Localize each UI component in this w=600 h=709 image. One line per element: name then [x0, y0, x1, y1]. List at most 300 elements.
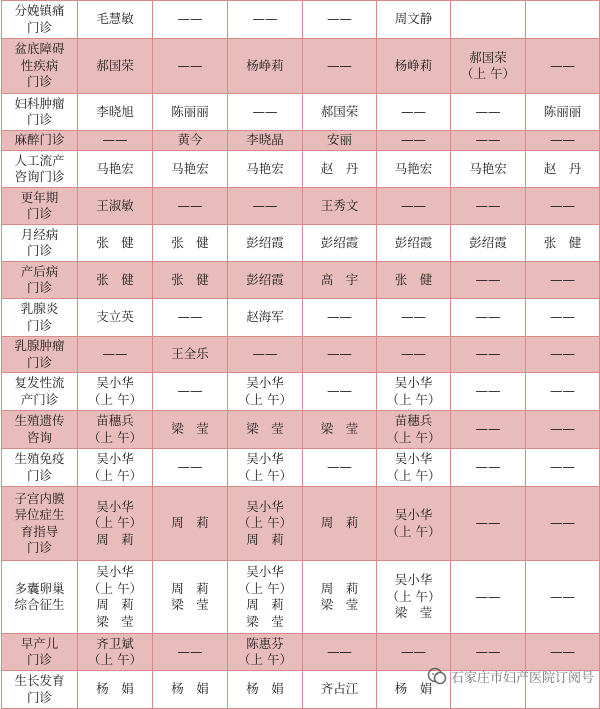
doctor-name-line: 梁 莹: [394, 605, 433, 621]
doctor-name-line: 梁 莹: [320, 421, 359, 437]
doctor-name-line: 李晓旭: [96, 103, 134, 119]
doctor-name-line: ——: [550, 515, 575, 531]
doctor-cell: [153, 373, 228, 411]
department-name-line: 门诊: [26, 467, 52, 483]
doctor-cell: [451, 487, 526, 561]
department-name-line: 门诊: [26, 540, 52, 555]
doctor-cell: [153, 411, 228, 449]
doctor-cell: [78, 337, 153, 373]
department-cell: [2, 411, 78, 449]
doctor-name-line: （上 午）: [238, 467, 292, 483]
doctor-name-line: 吴小华: [394, 375, 433, 390]
doctor-name-line: 吴小华: [246, 451, 284, 466]
doctor-cell: [153, 225, 228, 262]
doctor-cell: [78, 671, 153, 709]
doctor-cell: [451, 449, 526, 487]
doctor-cell: [78, 299, 153, 337]
doctor-cell: [228, 39, 303, 94]
department-name-line: 门诊: [26, 689, 52, 705]
doctor-name-line: ——: [401, 346, 426, 362]
schedule-row: [2, 39, 600, 94]
schedule-row: [2, 634, 600, 671]
doctor-name-line: 马艳宏: [394, 160, 433, 176]
doctor-cell: [153, 337, 228, 373]
doctor-cell: [153, 131, 228, 151]
doctor-name-line: 周 莉: [96, 531, 134, 547]
doctor-cell: [451, 299, 526, 337]
doctor-cell: [228, 449, 303, 487]
doctor-cell: [377, 634, 451, 671]
doctor-cell: [526, 225, 600, 262]
doctor-cell: [303, 94, 377, 131]
schedule-row: [2, 671, 600, 709]
doctor-name-line: 齐占江: [320, 681, 359, 697]
doctor-name-line: 彭绍霞: [394, 234, 433, 250]
doctor-cell: [526, 299, 600, 337]
doctor-name-line: ——: [252, 346, 278, 362]
department-cell: [2, 561, 78, 634]
doctor-name-line: 梁 莹: [246, 613, 284, 629]
doctor-cell: [377, 487, 451, 561]
schedule-row: [2, 337, 600, 373]
doctor-name-line: ——: [177, 459, 203, 475]
doctor-name-line: 马艳宏: [96, 160, 134, 176]
doctor-cell: [451, 188, 526, 225]
doctor-cell: [228, 634, 303, 671]
doctor-cell: [303, 131, 377, 151]
doctor-name-line: ——: [475, 197, 501, 213]
doctor-name-line: ——: [401, 132, 426, 148]
doctor-name-line: 吴小华: [394, 572, 433, 588]
doctor-cell: [377, 1, 451, 39]
doctor-name-line: 彭绍霞: [246, 234, 284, 250]
doctor-cell: [451, 1, 526, 39]
department-name-line: 更年期: [20, 189, 59, 205]
doctor-cell: [78, 262, 153, 299]
doctor-name-line: ——: [475, 459, 501, 475]
schedule-row: [2, 188, 600, 225]
doctor-cell: [526, 131, 600, 151]
doctor-cell: [228, 411, 303, 449]
doctor-cell: [526, 151, 600, 188]
doctor-name-line: 梁 莹: [171, 421, 209, 437]
doctor-cell: [78, 188, 153, 225]
doctor-name-line: ——: [550, 459, 575, 475]
doctor-cell: [228, 299, 303, 337]
doctor-cell: [377, 94, 451, 131]
department-name-line: 咨询: [26, 429, 52, 445]
doctor-name-line: ——: [475, 132, 501, 148]
doctor-cell: [228, 337, 303, 373]
doctor-cell: [153, 299, 228, 337]
doctor-cell: [153, 561, 228, 634]
schedule-row: [2, 151, 600, 188]
department-name-line: 性疾病: [20, 57, 59, 73]
doctor-cell: [377, 299, 451, 337]
doctor-name-line: （上 午）: [88, 429, 142, 445]
doctor-cell: [303, 299, 377, 337]
doctor-name-line: ——: [550, 588, 575, 604]
department-cell: [2, 39, 78, 94]
doctor-cell: [526, 561, 600, 634]
department-cell: [2, 262, 78, 299]
doctor-name-line: ——: [475, 346, 501, 362]
department-name-line: 生殖遗传: [14, 413, 65, 428]
clinic-schedule-table: [1, 0, 600, 709]
doctor-name-line: 彭绍霞: [469, 234, 507, 250]
doctor-name-line: ——: [475, 309, 501, 325]
doctor-name-line: ——: [401, 309, 426, 325]
doctor-name-line: 赵海军: [246, 309, 284, 325]
department-cell: [2, 131, 78, 151]
doctor-name-line: 王淑敏: [96, 197, 134, 213]
doctor-name-line: ——: [475, 383, 501, 399]
doctor-cell: [153, 634, 228, 671]
doctor-name-line: 支立英: [96, 309, 134, 325]
doctor-name-line: ——: [102, 132, 128, 148]
doctor-name-line: （上 午）: [88, 467, 142, 483]
doctor-cell: [451, 634, 526, 671]
doctor-cell: [228, 262, 303, 299]
department-name-line: 产门诊: [20, 391, 59, 407]
schedule-row: [2, 1, 600, 39]
doctor-cell: [303, 1, 377, 39]
department-name-line: 门诊: [26, 317, 52, 333]
department-name-line: 分娩镇痛: [14, 3, 65, 18]
doctor-name-line: 毛慧敏: [96, 11, 134, 27]
doctor-cell: [377, 151, 451, 188]
doctor-name-line: （上 午）: [238, 652, 292, 667]
doctor-name-line: （上 午）: [386, 523, 441, 539]
doctor-name-line: 郝国荣: [96, 57, 134, 73]
department-name-line: 妇科肿瘤: [14, 95, 65, 111]
doctor-name-line: 梁 莹: [171, 597, 209, 612]
doctor-name-line: ——: [327, 383, 352, 399]
doctor-cell: [78, 225, 153, 262]
schedule-row: [2, 411, 600, 449]
doctor-name-line: ——: [327, 459, 352, 475]
department-name-line: 异位症生: [14, 507, 65, 522]
department-cell: [2, 1, 78, 39]
doctor-cell: [526, 39, 600, 94]
doctor-cell: [526, 262, 600, 299]
doctor-cell: [78, 487, 153, 561]
department-name-line: 生殖免疫: [14, 451, 65, 466]
doctor-name-line: 杨 娟: [96, 681, 134, 697]
doctor-cell: [451, 262, 526, 299]
doctor-name-line: ——: [550, 346, 575, 362]
schedule-body: [2, 1, 600, 709]
doctor-name-line: 吴小华: [246, 564, 284, 579]
doctor-cell: [451, 94, 526, 131]
doctor-cell: [228, 487, 303, 561]
department-name-line: 产后病: [20, 263, 59, 279]
doctor-name-line: 苗穗兵: [394, 413, 433, 428]
doctor-name-line: ——: [327, 57, 352, 73]
schedule-row: [2, 487, 600, 561]
doctor-name-line: ——: [177, 197, 203, 213]
doctor-name-line: 吴小华: [246, 498, 284, 514]
doctor-cell: [526, 188, 600, 225]
doctor-name-line: 郝国荣: [320, 103, 359, 119]
doctor-cell: [377, 373, 451, 411]
doctor-cell: [526, 94, 600, 131]
doctor-cell: [228, 671, 303, 709]
doctor-cell: [228, 225, 303, 262]
doctor-name-line: 张 健: [96, 271, 134, 287]
doctor-cell: [303, 634, 377, 671]
doctor-cell: [377, 188, 451, 225]
doctor-name-line: 安丽: [326, 132, 352, 148]
doctor-cell: [303, 561, 377, 634]
doctor-name-line: ——: [550, 271, 575, 287]
schedule-row: [2, 299, 600, 337]
doctor-cell: [303, 39, 377, 94]
doctor-name-line: ——: [475, 271, 501, 287]
doctor-name-line: 张 健: [394, 271, 433, 287]
doctor-cell: [78, 151, 153, 188]
department-name-line: 门诊: [26, 652, 52, 667]
doctor-name-line: 赵 丹: [320, 160, 359, 176]
doctor-cell: [526, 337, 600, 373]
doctor-cell: [153, 94, 228, 131]
doctor-cell: [303, 337, 377, 373]
schedule-row: [2, 94, 600, 131]
doctor-name-line: 周 莉: [96, 597, 134, 612]
doctor-cell: [377, 262, 451, 299]
department-name-line: 生长发育: [14, 673, 65, 688]
doctor-cell: [153, 487, 228, 561]
schedule-row: [2, 561, 600, 634]
doctor-cell: [228, 151, 303, 188]
doctor-name-line: 彭绍霞: [246, 271, 284, 287]
doctor-name-line: ——: [401, 197, 426, 213]
doctor-cell: [78, 131, 153, 151]
doctor-name-line: 吴小华: [96, 451, 134, 466]
doctor-cell: [303, 188, 377, 225]
department-name-line: 门诊: [26, 280, 52, 295]
doctor-cell: [153, 262, 228, 299]
doctor-cell: [526, 449, 600, 487]
doctor-cell: [78, 634, 153, 671]
department-cell: [2, 373, 78, 411]
doctor-name-line: 吴小华: [96, 375, 134, 390]
doctor-name-line: ——: [327, 346, 352, 362]
department-cell: [2, 671, 78, 709]
doctor-cell: [153, 188, 228, 225]
doctor-name-line: 王全乐: [171, 346, 209, 362]
doctor-cell: [377, 131, 451, 151]
department-name-line: 门诊: [26, 354, 52, 370]
doctor-cell: [153, 1, 228, 39]
doctor-name-line: ——: [327, 309, 352, 325]
doctor-cell: [78, 373, 153, 411]
doctor-cell: [451, 561, 526, 634]
doctor-cell: [451, 671, 526, 709]
doctor-cell: [526, 671, 600, 709]
department-name-line: 复发性流: [14, 375, 65, 390]
doctor-cell: [377, 411, 451, 449]
doctor-cell: [451, 337, 526, 373]
department-name-line: 子宫内膜: [14, 490, 65, 506]
doctor-name-line: 张 健: [171, 271, 209, 287]
doctor-cell: [377, 337, 451, 373]
department-name-line: 门诊: [26, 243, 52, 258]
doctor-cell: [303, 487, 377, 561]
doctor-cell: [451, 373, 526, 411]
watermark-text: 石家庄市妇产医院订阅号: [450, 670, 594, 686]
department-name-line: 麻醉门诊: [14, 132, 65, 148]
doctor-name-line: ——: [475, 103, 501, 119]
doctor-name-line: 周 莉: [320, 515, 359, 531]
department-cell: [2, 299, 78, 337]
doctor-name-line: 陈惠芬: [246, 635, 284, 651]
doctor-name-line: 赵 丹: [543, 160, 582, 176]
department-name-line: 多囊卵巢: [14, 580, 65, 596]
doctor-cell: [228, 94, 303, 131]
doctor-name-line: ——: [550, 421, 575, 437]
department-name-line: 乳腺肿瘤: [14, 338, 65, 353]
doctor-name-line: 苗穗兵: [96, 413, 134, 428]
doctor-cell: [153, 151, 228, 188]
doctor-name-line: 梁 莹: [96, 613, 134, 629]
doctor-cell: [153, 39, 228, 94]
doctor-name-line: 高 宇: [320, 271, 359, 287]
doctor-cell: [153, 671, 228, 709]
doctor-cell: [78, 39, 153, 94]
doctor-name-line: ——: [252, 11, 278, 27]
doctor-name-line: 陈丽丽: [543, 103, 582, 119]
doctor-name-line: 吴小华: [394, 507, 433, 522]
doctor-name-line: 郝国荣: [469, 49, 507, 65]
doctor-name-line: ——: [550, 643, 575, 659]
doctor-name-line: 周 莉: [246, 531, 284, 547]
doctor-name-line: （上 午）: [386, 588, 441, 604]
doctor-name-line: 杨 娟: [394, 681, 433, 697]
department-name-line: 乳腺炎: [20, 301, 59, 316]
doctor-cell: [526, 487, 600, 561]
schedule-row: [2, 449, 600, 487]
department-name-line: 盆底障碍: [14, 41, 65, 57]
doctor-name-line: 周 莉: [246, 597, 284, 612]
doctor-name-line: 吴小华: [394, 451, 433, 466]
doctor-cell: [377, 39, 451, 94]
doctor-name-line: ——: [550, 197, 575, 213]
doctor-name-line: 周 莉: [320, 580, 359, 596]
doctor-name-line: 张 健: [543, 234, 582, 250]
doctor-name-line: （上 午）: [386, 429, 441, 445]
doctor-cell: [78, 94, 153, 131]
doctor-name-line: 马艳宏: [171, 160, 209, 176]
doctor-name-line: （上 午）: [238, 515, 292, 531]
doctor-name-line: 梁 莹: [246, 421, 284, 437]
doctor-cell: [303, 449, 377, 487]
doctor-name-line: （上 午）: [238, 391, 292, 407]
doctor-cell: [78, 561, 153, 634]
department-name-line: 育指导: [20, 523, 59, 539]
doctor-name-line: ——: [550, 309, 575, 325]
doctor-name-line: ——: [177, 309, 203, 325]
doctor-cell: [451, 225, 526, 262]
doctor-name-line: 周 莉: [171, 515, 209, 531]
doctor-name-line: ——: [475, 421, 501, 437]
doctor-cell: [228, 131, 303, 151]
department-name-line: 门诊: [26, 206, 52, 221]
doctor-cell: [451, 411, 526, 449]
schedule-row: [2, 131, 600, 151]
department-cell: [2, 487, 78, 561]
doctor-cell: [377, 225, 451, 262]
doctor-name-line: 张 健: [96, 234, 134, 250]
doctor-name-line: ——: [550, 132, 575, 148]
doctor-name-line: 张 健: [171, 234, 209, 250]
department-cell: [2, 449, 78, 487]
doctor-name-line: ——: [327, 11, 352, 27]
doctor-name-line: ——: [102, 346, 128, 362]
doctor-cell: [228, 188, 303, 225]
doctor-cell: [78, 449, 153, 487]
doctor-name-line: 杨峥莉: [246, 57, 284, 73]
doctor-cell: [303, 262, 377, 299]
doctor-name-line: （上 午）: [88, 515, 142, 531]
doctor-name-line: （上 午）: [461, 66, 515, 81]
doctor-cell: [228, 1, 303, 39]
doctor-cell: [78, 411, 153, 449]
doctor-name-line: 齐卫斌: [96, 635, 134, 651]
doctor-name-line: 梁 莹: [320, 597, 359, 612]
doctor-name-line: （上 午）: [88, 580, 142, 596]
department-name-line: 月经病: [20, 226, 59, 242]
doctor-name-line: 杨 娟: [246, 681, 284, 697]
department-cell: [2, 337, 78, 373]
doctor-name-line: 彭绍霞: [320, 234, 359, 250]
department-name-line: 早产儿: [20, 635, 59, 651]
doctor-cell: [377, 449, 451, 487]
doctor-cell: [228, 561, 303, 634]
schedule-row: [2, 225, 600, 262]
doctor-cell: [451, 131, 526, 151]
doctor-cell: [303, 225, 377, 262]
department-cell: [2, 94, 78, 131]
doctor-cell: [303, 411, 377, 449]
doctor-name-line: 周文静: [394, 11, 433, 27]
doctor-cell: [303, 373, 377, 411]
department-cell: [2, 225, 78, 262]
doctor-cell: [303, 151, 377, 188]
doctor-cell: [78, 1, 153, 39]
doctor-name-line: （上 午）: [238, 580, 292, 596]
doctor-name-line: ——: [177, 383, 203, 399]
doctor-name-line: （上 午）: [386, 467, 441, 483]
doctor-cell: [451, 39, 526, 94]
doctor-name-line: ——: [177, 11, 203, 27]
doctor-cell: [526, 373, 600, 411]
doctor-cell: [377, 561, 451, 634]
doctor-cell: [526, 634, 600, 671]
doctor-name-line: （上 午）: [386, 391, 441, 407]
doctor-name-line: 马艳宏: [246, 160, 284, 176]
department-name-line: 门诊: [26, 74, 52, 90]
doctor-name-line: 王秀文: [320, 197, 359, 213]
department-name-line: 综合征生: [14, 597, 65, 612]
doctor-name-line: ——: [475, 643, 501, 659]
doctor-name-line: ——: [177, 57, 203, 73]
doctor-cell: [451, 151, 526, 188]
doctor-name-line: ——: [177, 643, 203, 659]
doctor-name-line: ——: [327, 643, 352, 659]
doctor-cell: [377, 671, 451, 709]
doctor-name-line: （上 午）: [88, 652, 142, 667]
